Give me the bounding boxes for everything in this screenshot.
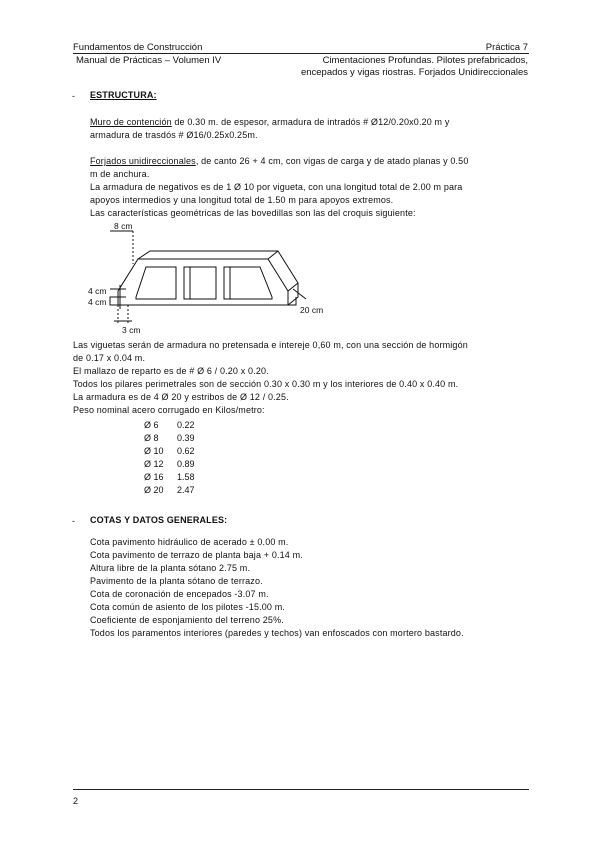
muro-text: de 0.30 m. de espesor, armadura de intradós # Ø12/0.20x0.20 m y [171, 117, 450, 127]
table-row [144, 483, 195, 496]
steel-weight-table [144, 418, 195, 497]
bovedilla-depth-edge-2 [288, 283, 298, 291]
paragraph-muro-line2: armadura de trasdós # Ø16/0.25x0.25m. [90, 130, 258, 140]
dim-20cm-line [293, 289, 306, 299]
list-item: Cota pavimento hidráulico de acerado ± 0.00 m. [90, 537, 289, 547]
diameter-cell: Ø 6 [144, 419, 159, 430]
label-20cm: 20 cm [300, 305, 324, 315]
paragraph-forjados-line2: m de anchura. [90, 169, 150, 179]
weight-cell: 0.62 [177, 445, 195, 456]
muro-label: Muro de contención [90, 117, 172, 127]
paragraph-pilares: Todos los pilares perimetrales son de sección 0.30 x 0.30 m y los interiores de 0.40 x 0.40 m. [73, 379, 459, 389]
paragraph-muro-line1 [90, 116, 450, 129]
bovedilla-front-outline [118, 259, 288, 305]
list-item: Altura libre de la planta sótano 2.75 m. [90, 563, 251, 573]
paragraph-bovedillas: Las características geométricas de las bovedillas son las del croquis siguiente: [90, 208, 416, 218]
table-row [144, 418, 195, 431]
weight-cell: 0.39 [177, 432, 195, 443]
label-4cm-bottom: 4 cm [88, 297, 107, 307]
header-topic-line1: Cimentaciones Profundas. Pilotes prefabricados, [322, 55, 528, 66]
weight-cell: 0.22 [177, 419, 195, 430]
table-row [144, 457, 195, 470]
section-title-cotas: COTAS Y DATOS GENERALES: [90, 515, 228, 525]
list-item: Todos los paramentos interiores (paredes y techos) van enfoscados con mortero bastardo. [90, 628, 464, 638]
bovedilla-cross-section-diagram [88, 219, 328, 337]
forjados-text: , de canto 26 + 4 cm, con vigas de carga y de atado planas y 0.50 [195, 156, 469, 166]
weight-cell: 2.47 [177, 485, 195, 496]
diameter-cell: Ø 20 [144, 485, 164, 496]
table-row [144, 444, 195, 457]
bovedilla-cell-3 [224, 267, 272, 299]
weight-cell: 1.58 [177, 471, 195, 482]
diameter-cell: Ø 10 [144, 445, 164, 456]
paragraph-forjados-line1 [90, 155, 468, 168]
header-topic-line2: encepados y vigas riostras. Forjados Unidireccionales [300, 67, 528, 78]
bovedilla-cell-2 [184, 267, 216, 299]
diameter-cell: Ø 16 [144, 471, 164, 482]
paragraph-peso-nominal: Peso nominal acero corrugado en Kilos/metro: [73, 405, 265, 415]
paragraph-negativos-line1: La armadura de negativos es de 1 Ø 10 por vigueta, con una longitud total de 2.00 m para [90, 182, 463, 192]
paragraph-viguetas-line1: Las viguetas serán de armadura no pretensada e intereje 0,60 m, con una sección de hormigón [73, 340, 468, 350]
flange-left [110, 297, 118, 305]
list-item: Coeficiente de esponjamiento del terreno 25%. [90, 615, 284, 625]
list-item: Pavimento de la planta sótano de terrazo. [90, 576, 263, 586]
table-row [144, 470, 195, 483]
paragraph-armadura: La armadura es de 4 Ø 20 y estribos de Ø 12 / 0.25. [73, 392, 289, 402]
bovedilla-cell-1 [136, 267, 176, 299]
list-item: Cota de coronación de encepados -3.07 m. [90, 589, 269, 599]
header-rule [73, 53, 529, 54]
header-manual-title: Manual de Prácticas – Volumen IV [76, 55, 222, 66]
weight-cell: 0.89 [177, 458, 195, 469]
paragraph-mallazo: El mallazo de reparto es de # Ø 6 / 0.20 x 0.20. [73, 366, 269, 376]
paragraph-viguetas-line2: de 0.17 x 0.04 m. [73, 353, 146, 363]
table-row [144, 431, 195, 444]
footer-rule [73, 789, 529, 790]
header-practice-number: Práctica 7 [485, 42, 528, 53]
forjados-label: Forjados unidireccionales [90, 156, 196, 166]
label-3cm: 3 cm [122, 325, 141, 335]
page-number: 2 [73, 796, 79, 806]
list-item: Cota común de asiento de los pilotes -15.00 m. [90, 602, 286, 612]
label-8cm: 8 cm [114, 221, 133, 231]
label-4cm-top: 4 cm [88, 286, 107, 296]
section-bullet: - [72, 91, 75, 101]
paragraph-negativos-line2: apoyos intermedios y una longitud total de 1.50 m para apoyos extremos. [90, 195, 394, 205]
section-bullet: - [72, 516, 75, 526]
list-item: Cota pavimento de terrazo de planta baja + 0.14 m. [90, 550, 303, 560]
bovedilla-depth-edge [268, 251, 278, 259]
section-title-estructura: ESTRUCTURA: [90, 90, 157, 100]
diameter-cell: Ø 8 [144, 432, 159, 443]
header-course-title: Fundamentos de Construcción [73, 42, 203, 53]
diameter-cell: Ø 12 [144, 458, 164, 469]
